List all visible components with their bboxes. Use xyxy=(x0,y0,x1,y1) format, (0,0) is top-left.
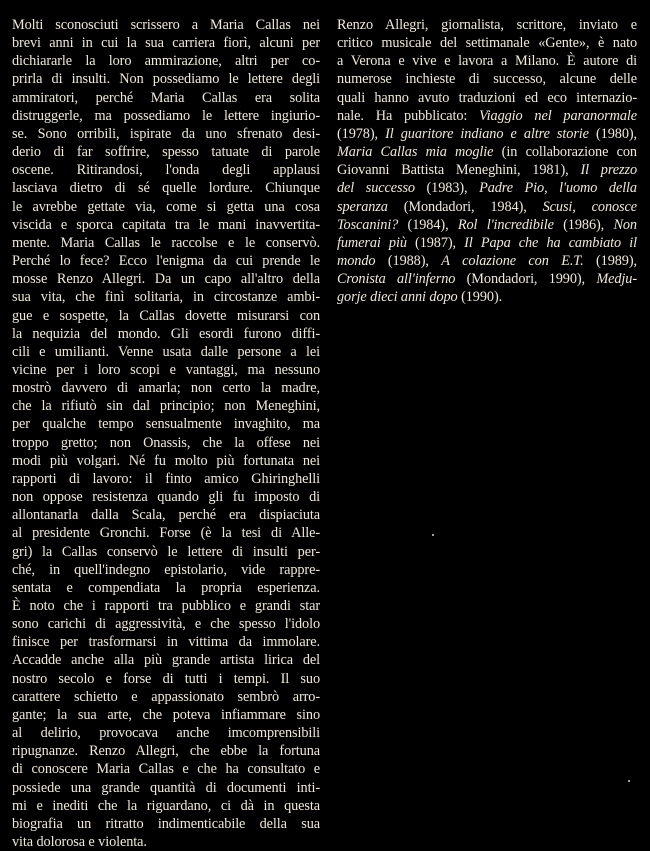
synopsis-line: nostro secolo e forse di tutti i tempi. Il suo xyxy=(12,670,320,687)
author-bio-line xyxy=(337,70,637,88)
synopsis-line: vita dolorosa e violenta. xyxy=(12,834,147,851)
book-title: Il Papa che ha cambiato il xyxy=(464,234,637,251)
book-title: Scusi, conosce xyxy=(542,198,637,215)
author-bio-line xyxy=(337,52,637,70)
synopsis-line: vicine per i loro scopi e vantaggi, ma nessuno xyxy=(12,361,320,378)
author-bio-line xyxy=(337,16,637,34)
author-bio-line xyxy=(337,161,637,179)
bio-text: (1984), xyxy=(398,216,458,233)
synopsis-line: Molti sconosciuti scrissero a Maria Callas nei xyxy=(12,17,320,33)
synopsis-line: viscida e sporca capitata tra le mani inavvertita- xyxy=(12,216,320,233)
author-bio-column xyxy=(337,16,637,307)
print-speck xyxy=(628,780,630,782)
synopsis-line: lasciava dietro di sé quelle lordure. Chiunque xyxy=(12,180,320,197)
synopsis-line: sentata e compendiata la propria esperienza. xyxy=(12,579,320,596)
synopsis-line: le avrebbe gettate via, come si getta una cosa xyxy=(12,198,320,215)
bio-text: (1980), xyxy=(588,125,637,142)
synopsis-line: sua vita, che finì solitaria, in circostanze ambi- xyxy=(12,289,320,306)
book-title: speranza xyxy=(337,198,388,215)
author-bio-line xyxy=(337,270,637,288)
synopsis-line: sono carichi di aggressività, e che spesso l'idolo xyxy=(12,616,320,633)
bio-text: nale. Ha pubblicato: xyxy=(337,107,480,124)
synopsis-line: gante; la sua arte, che poteva infiammare sino xyxy=(12,706,320,723)
synopsis-line: la nequizia del mondo. Gli esordi furono diffi- xyxy=(12,325,320,342)
bio-text: (1988), xyxy=(375,253,442,270)
bio-text: Giovanni Battista Meneghini, 1981), xyxy=(337,162,581,179)
author-bio-line xyxy=(337,216,637,234)
bio-text: a Verona e vive e lavora a Milano. È autore di xyxy=(337,53,637,70)
book-title: Rol l'incredibile xyxy=(457,216,554,233)
synopsis-line: di conoscere Maria Callas e che ha consultato e xyxy=(12,761,320,778)
synopsis-line: Perché lo fece? Ecco l'enigma da cui prende le xyxy=(12,253,320,270)
synopsis-line: mi e inediti che la riguardano, ci dà in questa xyxy=(12,797,320,814)
bio-text: critico musicale del settimanale «Gente», è nato xyxy=(337,35,637,52)
synopsis-line: prirla di insulti. Non possediamo le lettere degli xyxy=(12,71,320,88)
bio-text: numerose inchieste di successo, alcune delle xyxy=(337,71,637,88)
synopsis-line: ammiratori, perché Maria Callas era solita xyxy=(12,89,320,106)
synopsis-line: non oppose resistenza quando gli fu imposto di xyxy=(12,489,320,506)
bio-text: quali hanno avuto traduzioni ed eco internazio- xyxy=(337,89,637,106)
author-bio-line xyxy=(337,107,637,125)
book-title: fumerai più xyxy=(337,234,407,251)
synopsis-line: Accadde anche alla più grande artista lirica del xyxy=(12,652,320,669)
synopsis-line: derio di far soffrire, spesso tatuate di parole xyxy=(12,144,320,161)
bio-text: (1983), xyxy=(414,180,480,197)
book-title: Medju- xyxy=(596,271,637,288)
synopsis-line: modi più volgari. Né fu molto più fortunata nei xyxy=(12,452,320,469)
bio-text: (Mondadori, 1984), xyxy=(387,198,543,215)
synopsis-line: ripugnanze. Renzo Allegri, che ebbe la fortuna xyxy=(12,743,320,760)
bio-text: (1978), xyxy=(337,125,386,142)
synopsis-line: possiede una grande quantità di documenti inti- xyxy=(12,779,320,796)
author-bio-line xyxy=(337,143,637,161)
synopsis-column xyxy=(12,16,320,851)
synopsis-line: dichiararle la loro ammirazione, altri per co- xyxy=(12,53,320,70)
synopsis-line: carattere schietto e appassionato sembrò arro- xyxy=(12,688,320,705)
book-title: Maria Callas mia moglie xyxy=(337,144,494,161)
print-speck xyxy=(432,534,434,536)
author-bio-line xyxy=(337,234,637,252)
author-bio-line xyxy=(337,288,637,306)
book-title: Viaggio nel paranormale xyxy=(479,107,637,124)
book-title: A colazione con E.T. xyxy=(441,253,584,270)
author-bio-line xyxy=(337,252,637,270)
book-title: Cronista all'inferno xyxy=(337,271,456,288)
bio-text: (1986), xyxy=(553,216,614,233)
synopsis-line: mostrò davvero di amarla; non certo la madre, xyxy=(12,380,320,397)
bio-text: (1987), xyxy=(406,234,465,251)
author-bio-line xyxy=(337,179,637,197)
author-bio-line xyxy=(337,34,637,52)
synopsis-line: È noto che i rapporti tra pubblico e grandi star xyxy=(12,598,320,614)
synopsis-line: finisce per trasformarsi in vittima da immolare. xyxy=(12,634,320,651)
book-title: Toscanini? xyxy=(337,216,399,233)
book-title: Padre Pio, l'uomo della xyxy=(479,180,637,197)
bio-text: (1990). xyxy=(457,289,503,306)
author-bio-line xyxy=(337,125,637,143)
book-title: Il guaritore indiano e altre storie xyxy=(385,125,589,142)
bio-text: (in collaborazione con xyxy=(493,144,637,161)
synopsis-line: oscene. Ritirandosi, l'onda degli applausi xyxy=(12,162,320,179)
book-title: Non xyxy=(613,216,637,233)
synopsis-line: per qualche tempo sensualmente invaghito, ma xyxy=(12,416,320,433)
bio-text: (Mondadori, 1990), xyxy=(455,271,597,288)
synopsis-line: mosse Renzo Allegri. Da un capo all'altro della xyxy=(12,271,320,288)
synopsis-line: rapporti di lavoro: il finto amico Ghiringhelli xyxy=(12,470,320,487)
synopsis-line: troppo gretto; non Onassis, che la offese nei xyxy=(12,434,320,451)
book-title: del successo xyxy=(337,180,415,197)
bio-text: Renzo Allegri, giornalista, scrittore, inviato e xyxy=(337,17,637,33)
synopsis-line: al presidente Gronchi. Forse (è la tesi di Alle- xyxy=(12,525,320,542)
book-title: gorje dieci anni dopo xyxy=(337,289,458,306)
synopsis-line: se. Sono orribili, ispirate da uno sfrenato desi- xyxy=(12,125,320,142)
synopsis-line: distruggerle, ma possediamo le lettere ingiurio- xyxy=(12,107,320,124)
synopsis-line: al delirio, provocava anche imcomprensibili xyxy=(12,725,320,742)
book-title: mondo xyxy=(337,253,376,270)
synopsis-line: biografia un ritratto indimenticabile della sua xyxy=(12,815,320,832)
synopsis-line: allontanarla dalla Scala, perché era dispiaciuta xyxy=(12,507,320,524)
synopsis-line: gue e sospette, la Callas dovette misurarsi con xyxy=(12,307,320,324)
synopsis-line: gri) la Callas conservò le lettere di insulti per- xyxy=(12,543,320,560)
synopsis-line: cili e umilianti. Venne usata dalle persone a lei xyxy=(12,343,320,360)
synopsis-line: brevi anni in cui la sua carriera fiorì, alcuni per xyxy=(12,35,320,52)
author-bio-line xyxy=(337,198,637,216)
synopsis-line: mente. Maria Callas le raccolse e le conservò. xyxy=(12,234,320,251)
bio-text: (1989), xyxy=(583,253,637,270)
book-title: Il prezzo xyxy=(580,162,637,179)
synopsis-line: ché, in quell'indegno epistolario, vide rappre- xyxy=(12,561,320,578)
synopsis-line: che la rifiutò sin dal principio; non Meneghini, xyxy=(12,398,320,415)
author-bio-line xyxy=(337,89,637,107)
